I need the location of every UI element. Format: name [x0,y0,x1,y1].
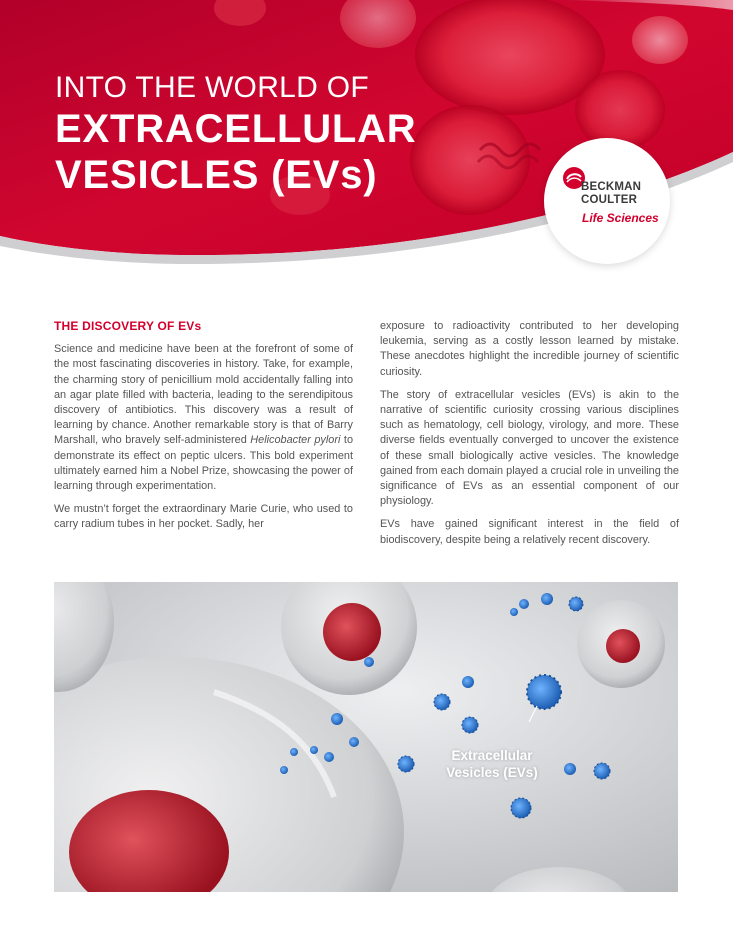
article-column-right [380,319,679,556]
article-column-left [54,319,353,541]
cells-and-vesicles-image [54,582,678,892]
logo-subtitle: Life Sciences [582,211,659,225]
ev-illustration [54,582,678,892]
title-line-1: INTO THE WORLD OF [55,71,370,104]
brand-logo-badge [544,138,670,264]
paragraph-1-text-a: Science and medicine have been at the forefront of some of the most fascinating discoveries in history. Take, for example, the charming story of penicillium mold accidentally falling into an agar plate filled with bacteria, leading to the serendipitous discovery of antibiotics. This discovery was a result of learning by chance. Another remarkable story is that of Barry Marshall, who bravely self-administered [54,343,353,447]
article-paragraph-1 [54,342,353,494]
article-paragraph-3: exposure to radioactivity contributed to her developing leukemia, serving as a costly lesson learned by mistake. These anecdotes highlight the incredible journey of scientific curiosity. [380,320,679,378]
section-heading: THE DISCOVERY OF EVs [54,319,202,333]
figure-label-line-1: Extracellular [451,748,533,763]
article-paragraph-2: We mustn’t forget the extraordinary Marie Curie, who used to carry radium tubes in her pocket. Sadly, her [54,503,353,531]
logo-brand-line-1: BECKMAN [581,181,642,193]
species-name: Helicobacter pylori [250,434,341,447]
figure-label [432,747,552,781]
paragraph-1-text-b: to demonstrate its effect on peptic ulcers. This bold experiment ultimately earned him a Nobel Prize, showcasing the power of learning through experimentation. [54,434,353,493]
article-paragraph-5: EVs have gained significant interest in the field of biodiscovery, despite being a relatively recent discovery. [380,518,679,546]
figure-label-line-2: Vesicles (EVs) [446,765,538,780]
title-line-2: EXTRACELLULAR [55,107,417,151]
logo-brand-line-2: COULTER [581,194,638,206]
page-title [55,70,417,198]
title-line-3: VESICLES (EVs) [55,153,378,197]
article-paragraph-4: The story of extracellular vesicles (EVs) is akin to the narrative of scientific curiosity crossing various disciplines such as hematology, cell biology, virology, and more. These diverse fields eventually converged to uncover the existence of these small biologically active vesicles. The knowledge gained from each domain played a crucial role in unveiling the significance of EVs as an essential component of our physiology. [380,388,679,508]
